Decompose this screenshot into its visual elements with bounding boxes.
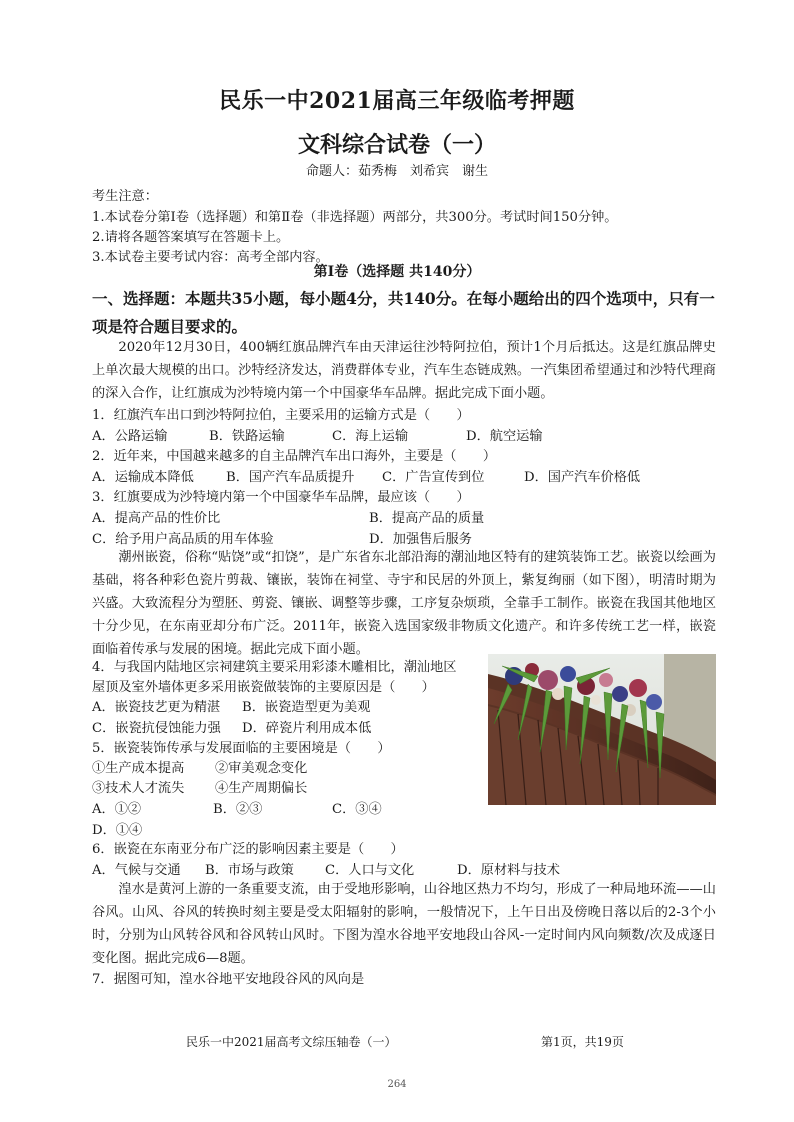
notice-item-1: 1.本试卷分第Ⅰ卷（选择题）和第Ⅱ卷（非选择题）两部分，共300分。考试时间150分钟。: [92, 210, 618, 225]
notice-item-3: 3.本试卷主要考试内容：高考全部内容。: [92, 250, 329, 265]
q2-options: [92, 466, 716, 484]
q1-option-a: A．公路运输: [92, 429, 168, 444]
qianci-roof-photo: [488, 654, 716, 805]
q5-item-1: ①生产成本提高: [92, 761, 185, 776]
q1-option-d: D．航空运输: [466, 429, 543, 444]
q4-option-b: B．嵌瓷造型更为美观: [242, 700, 371, 715]
q1-options: [92, 425, 716, 443]
instruction: 一、选择题：本题共35小题，每小题4分，共140分。在每小题给出的四个选项中，只有一项是符合题目要求的。: [92, 289, 715, 336]
q5-option-c: C．③④: [332, 802, 382, 817]
q5-items-row2: [92, 777, 482, 795]
section-title: 第Ⅰ卷（选择题 共140分）: [313, 264, 481, 280]
q4-option-c: C．嵌瓷抗侵蚀能力强: [92, 721, 221, 736]
notice-heading: 考生注意：: [92, 189, 158, 204]
exam-subtitle: 文科综合试卷（一）: [297, 132, 496, 158]
q5-option-b: B．②③: [213, 802, 263, 817]
footer-exam-name: 民乐一中2021届高考文综压轴卷（一）: [186, 1035, 397, 1049]
passage-3: [92, 878, 716, 970]
q2-option-a: A．运输成本降低: [92, 470, 194, 485]
q6-option-b: B．市场与政策: [205, 863, 294, 878]
page-number: 264: [387, 1079, 407, 1090]
q5-options-row1: [92, 798, 482, 816]
q3-option-d: D．加强售后服务: [369, 532, 472, 547]
q4-option-d: D．碎瓷片利用成本低: [242, 721, 372, 736]
footer-page-info: 第1页，共19页: [541, 1035, 624, 1049]
q4-options-row1: [92, 696, 482, 714]
q3-stem: 3．红旗要成为沙特境内第一个中国豪华车品牌，最应该（ ）: [92, 490, 470, 505]
q1-stem: 1．红旗汽车出口到沙特阿拉伯，主要采用的运输方式是（ ）: [92, 408, 470, 423]
passage-3-text: 湟水是黄河上游的一条重要支流，由于受地形影响，山谷地区热力不均匀，形成了一种局地环流——山谷风。山风、谷风的转换时刻主要是受太阳辐射的影响，一般情况下，上午日出及傍晚日落以后的2-3个小时，分别为山风转谷风和谷风转山风时。下图为湟水谷地平安地段山谷风-一定时间内风向频数/次及成逐日变化图。据此完成6—8题。: [92, 882, 716, 966]
passage-2: [92, 546, 716, 661]
roof-illustration: [488, 654, 716, 805]
q5-stem: 5．嵌瓷装饰传承与发展面临的主要困境是（ ）: [92, 741, 391, 756]
q3-options-row2: [92, 528, 716, 546]
q6-stem: 6．嵌瓷在东南亚分布广泛的影响因素主要是（ ）: [92, 842, 404, 857]
passage-2-text: 潮州嵌瓷，俗称“贴饶”或“扣饶”，是广东省东北部沿海的潮汕地区特有的建筑装饰工艺。嵌瓷以绘画为基础，将各种彩色瓷片剪裁、镶嵌，装饰在祠堂、寺宇和民居的外顶上，紫复绚丽（如下图），明清时期为兴盛。大致流程分为塑胚、剪瓷、镶嵌、调整等步骤，工序复杂烦琐，全靠手工制作。嵌瓷在我国其他地区十分少见，在东南亚却分布广泛。2011年，嵌瓷入选国家级非物质文化遗产。和许多传统工艺一样，嵌瓷面临着传承与发展的困境。据此完成下面小题。: [92, 550, 716, 657]
q3-option-c: C．给予用户高品质的用车体验: [92, 532, 274, 547]
q3-option-b: B．提高产品的质量: [369, 511, 485, 526]
q2-option-d: D．国产汽车价格低: [524, 470, 641, 485]
q6-option-d: D．原材料与技术: [457, 863, 560, 878]
q2-option-b: B．国产汽车品质提升: [226, 470, 355, 485]
authors-line: 命题人：茹秀梅 刘希宾 谢生: [305, 164, 488, 179]
q2-stem: 2．近年来，中国越来越多的自主品牌汽车出口海外，主要是（ ）: [92, 449, 497, 464]
q3-option-a: A．提高产品的性价比: [92, 511, 221, 526]
q4-stem-line2: 屋顶及室外墙体更多采用嵌瓷做装饰的主要原因是（ ）: [92, 680, 435, 695]
q7-stem: 7．据图可知，湟水谷地平安地段谷风的风向是: [92, 972, 365, 987]
q5-item-4: ④生产周期偏长: [215, 781, 308, 796]
q6-options: [92, 859, 716, 877]
passage-1: [92, 336, 716, 405]
q4-stem-line1: 4．与我国内陆地区宗祠建筑主要采用彩漆木雕相比，潮汕地区: [92, 660, 457, 675]
q3-options-row1: [92, 507, 716, 525]
passage-1-text: 2020年12月30日，400辆红旗品牌汽车由天津运往沙特阿拉伯，预计1个月后抵达。这是红旗品牌史上单次最大规模的出口。沙特经济发达，消费群体专业，汽车生态链成熟。一汽集团希望通过和沙特代理商的深入合作，让红旗成为沙特境内第一个中国豪华车品牌。据此完成下面小题。: [92, 340, 716, 401]
q5-item-2: ②审美观念变化: [215, 761, 308, 776]
q6-option-c: C．人口与文化: [325, 863, 415, 878]
q5-items-row1: [92, 757, 482, 775]
q5-item-3: ③技术人才流失: [92, 781, 185, 796]
exam-title: 民乐一中2021届高三年级临考押题: [219, 88, 575, 114]
q4-options-row2: [92, 717, 482, 735]
q5-option-d: D．①④: [92, 823, 143, 838]
q1-option-b: B．铁路运输: [209, 429, 285, 444]
notice-item-2: 2.请将各题答案填写在答题卡上。: [92, 230, 290, 245]
q5-option-a: A．①②: [92, 802, 142, 817]
q1-option-c: C．海上运输: [332, 429, 409, 444]
q2-option-c: C．广告宣传到位: [382, 470, 485, 485]
q4-option-a: A．嵌瓷技艺更为精湛: [92, 700, 221, 715]
q6-option-a: A．气候与交通: [92, 863, 181, 878]
